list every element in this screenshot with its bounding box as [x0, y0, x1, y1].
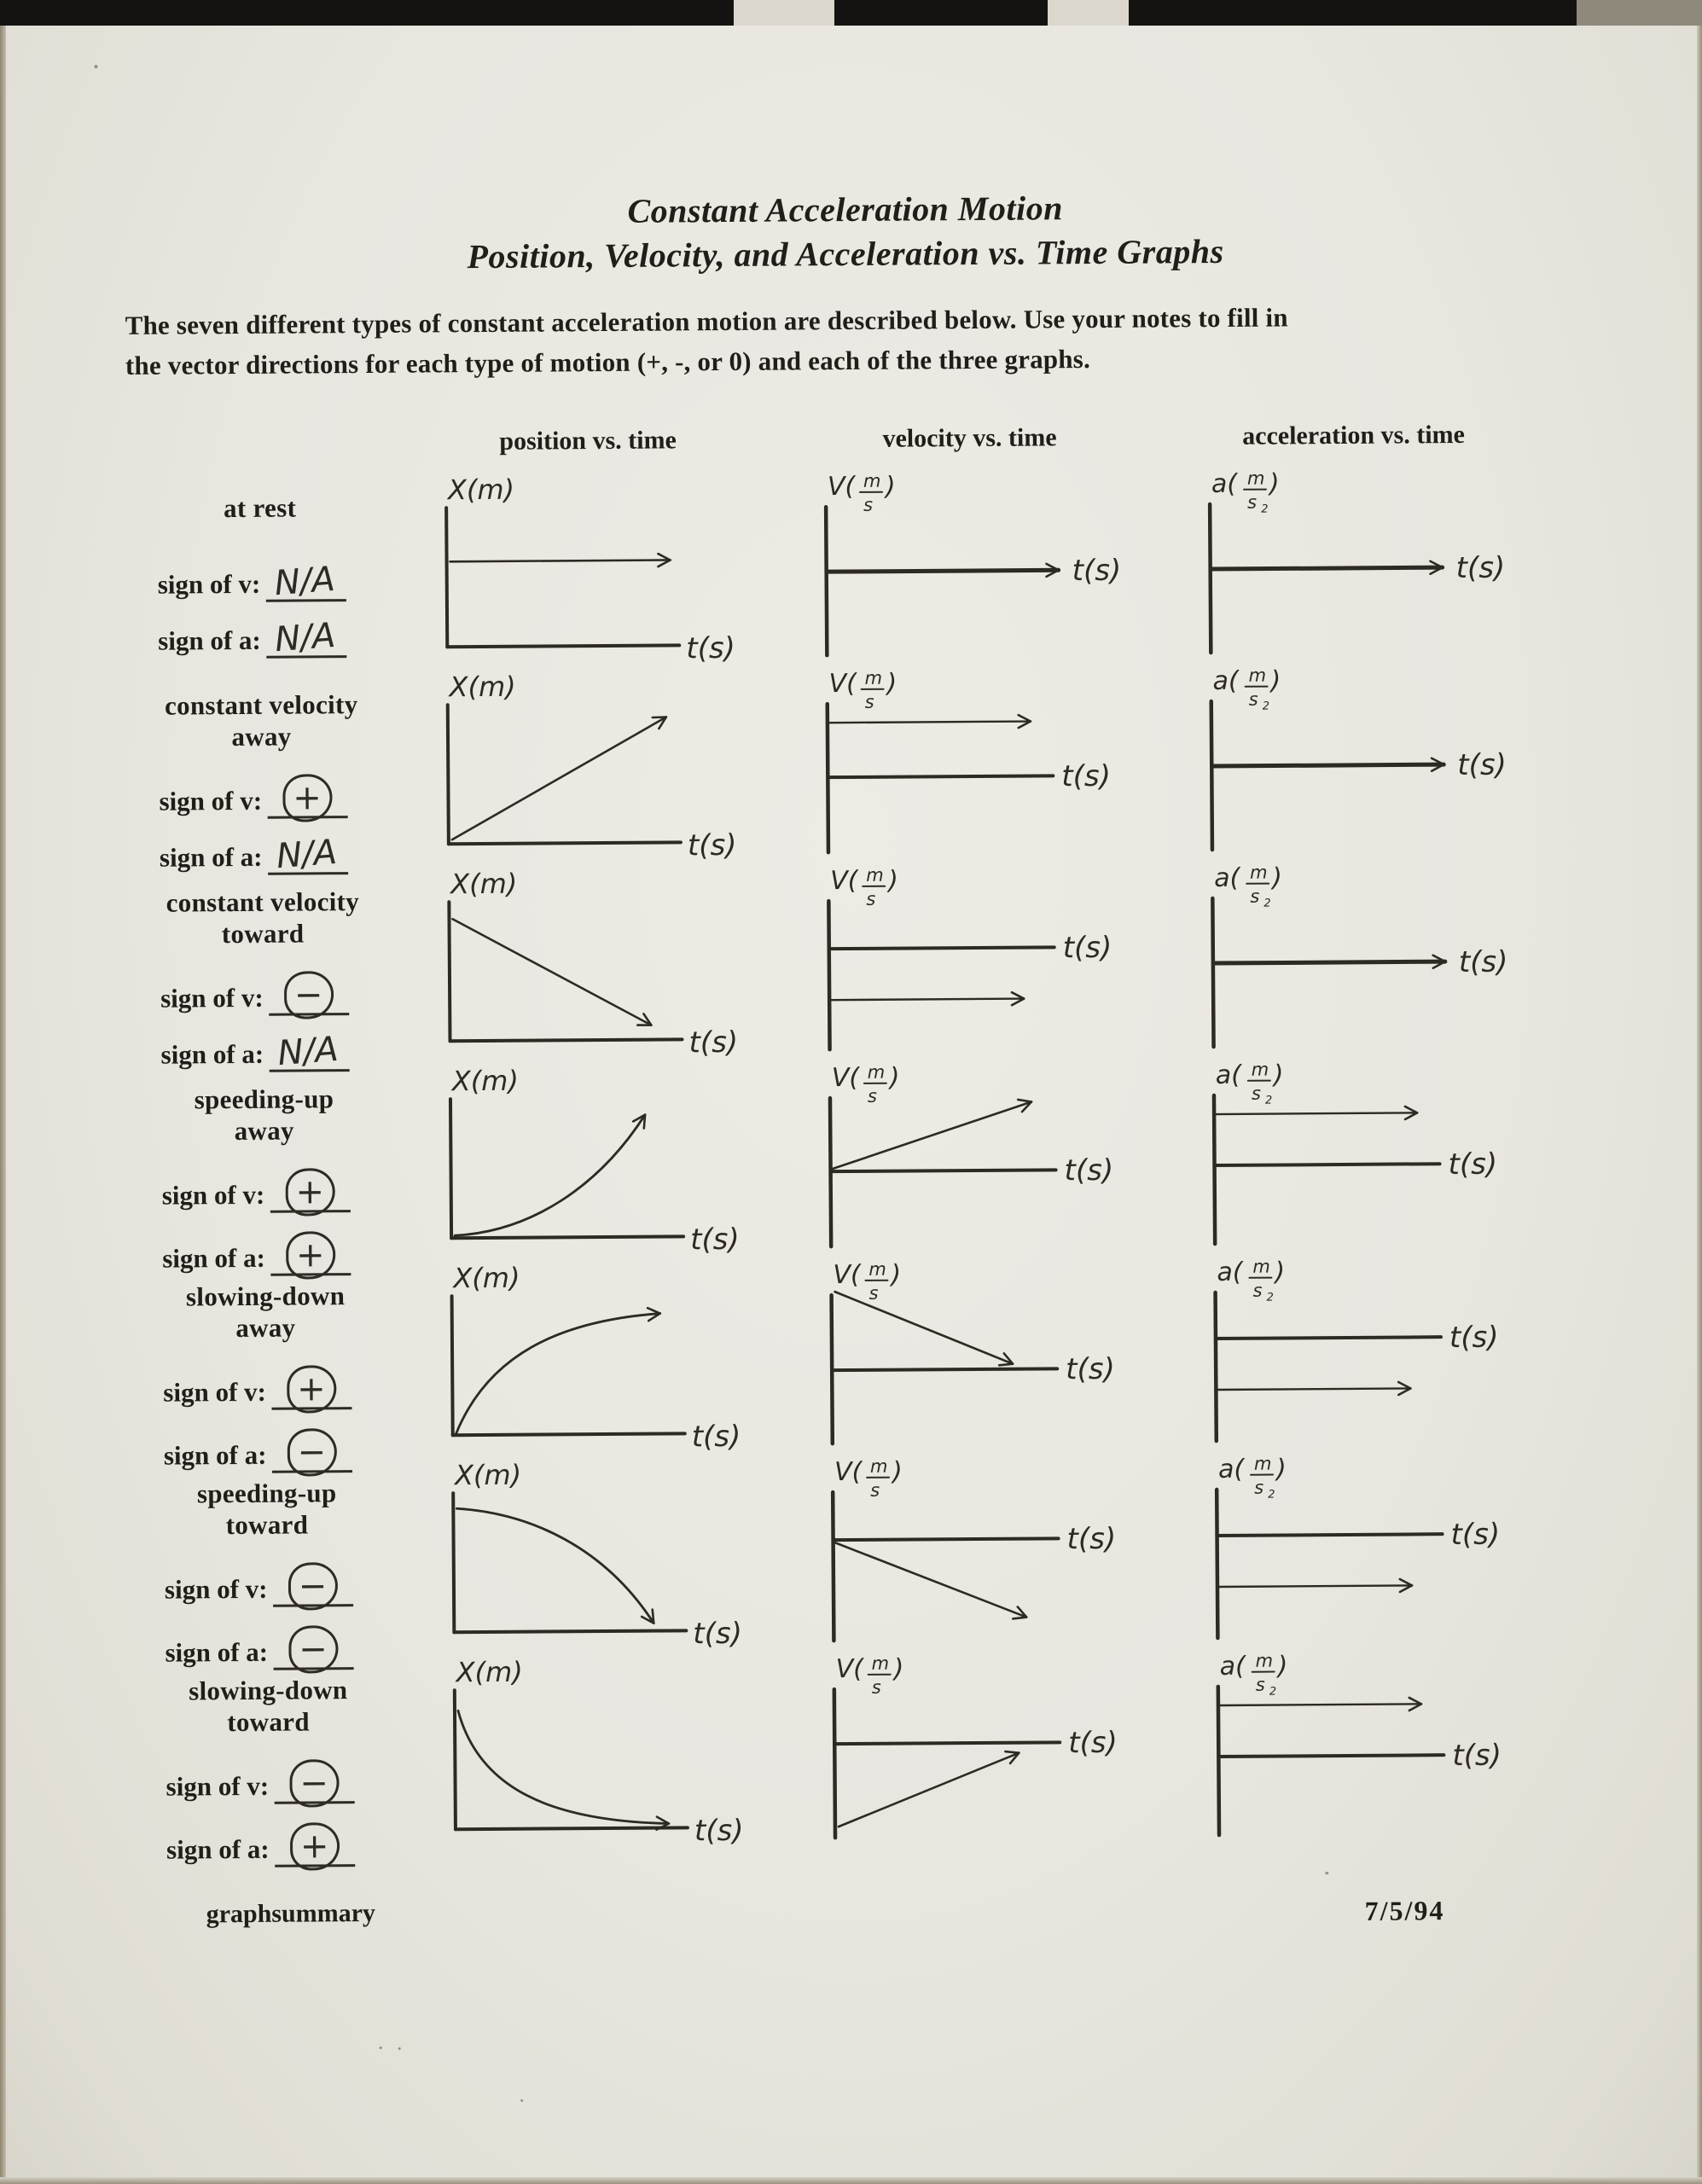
- svg-text:2: 2: [1261, 502, 1269, 516]
- svg-text:m: m: [866, 864, 884, 886]
- column-header-velocity: velocity vs. time: [882, 423, 1057, 453]
- velocity-graph-canvas: [809, 1255, 1194, 1455]
- position-graph-row1: [424, 469, 805, 669]
- svg-text:s: s: [870, 1479, 880, 1501]
- svg-text:t(s): t(s): [1448, 1147, 1498, 1182]
- motion-type-line: slowing-down: [189, 1675, 348, 1706]
- svg-text:a(: a(: [1219, 1651, 1246, 1682]
- accel-graph-canvas: [1195, 1647, 1581, 1846]
- svg-text:s: s: [1252, 1280, 1263, 1301]
- sign-of-v-answer-minus: −: [288, 1562, 337, 1610]
- sign-of-v-line: [160, 970, 427, 1016]
- svg-text:t(s): t(s): [1458, 944, 1508, 980]
- sign-of-a-label: sign of a:: [160, 1038, 264, 1070]
- svg-text:a(: a(: [1217, 1454, 1245, 1485]
- motion-row-label-speeding-up-toward: [102, 1457, 433, 1670]
- svg-text:): ): [1277, 1651, 1288, 1682]
- sign-of-v-answer-na: N/A: [273, 559, 337, 604]
- top-edge-gap: [1048, 0, 1129, 26]
- top-edge-gap: [734, 0, 834, 26]
- svg-text:): ): [886, 668, 897, 699]
- sign-of-v-answer-blank: [271, 1365, 351, 1410]
- paper-speck: [380, 2047, 382, 2049]
- column-header-acceleration: acceleration vs. time: [1242, 420, 1466, 450]
- svg-text:t(s): t(s): [1066, 1351, 1115, 1387]
- svg-text:s: s: [1255, 1674, 1265, 1695]
- motion-type-line: toward: [225, 1509, 309, 1541]
- svg-text:X(m): X(m): [447, 473, 515, 507]
- svg-text:): ): [1273, 1060, 1284, 1090]
- svg-text:s: s: [867, 1085, 877, 1107]
- svg-text:): ): [1270, 665, 1281, 696]
- position-graph-canvas: [427, 863, 812, 1063]
- svg-text:V(: V(: [834, 1456, 863, 1488]
- svg-text:t(s): t(s): [1062, 930, 1112, 966]
- motion-type-line: toward: [221, 918, 305, 950]
- svg-text:): ): [893, 1653, 904, 1684]
- velocity-graph-row5: [809, 1255, 1194, 1455]
- sign-of-v-line: [165, 1561, 432, 1607]
- motion-row-label-slowing-down-away: [101, 1260, 431, 1472]
- svg-text:m: m: [863, 470, 881, 491]
- svg-text:m: m: [1250, 862, 1268, 883]
- svg-text:a(: a(: [1217, 1257, 1243, 1288]
- accel-graph-row7: [1195, 1647, 1581, 1846]
- footer-filename: graphsummary: [206, 1898, 376, 1929]
- sign-of-v-line: [157, 559, 425, 604]
- intro-line1: The seven different types of constant acceleration motion are described below. Use your notes to fill in: [125, 302, 1288, 340]
- paper-speck: [398, 2048, 401, 2050]
- svg-text:2: 2: [1266, 1291, 1274, 1304]
- svg-text:): ): [1269, 468, 1280, 499]
- top-edge-segment: [834, 0, 1048, 26]
- sign-of-a-label: sign of a:: [166, 1833, 270, 1865]
- column-header-position: position vs. time: [499, 426, 677, 456]
- worksheet-paper: [6, 26, 1697, 2177]
- velocity-graph-row3: [806, 861, 1192, 1060]
- position-graph-canvas: [433, 1652, 818, 1851]
- accel-graph-canvas: [1192, 1055, 1577, 1255]
- svg-text:t(s): t(s): [1452, 1738, 1502, 1774]
- sign-of-v-line: [166, 1758, 433, 1804]
- svg-text:a(: a(: [1215, 1060, 1242, 1091]
- sign-of-a-answer-na: N/A: [273, 615, 337, 660]
- svg-text:X(m): X(m): [449, 670, 516, 704]
- photo-right-edge: [1697, 26, 1702, 2184]
- sign-of-v-line: [163, 1364, 430, 1410]
- svg-text:t(s): t(s): [1455, 550, 1506, 586]
- svg-text:m: m: [867, 1061, 886, 1083]
- svg-text:): ): [889, 1062, 900, 1093]
- sign-of-a-answer-blank: [269, 1029, 349, 1074]
- svg-text:t(s): t(s): [693, 1616, 743, 1652]
- svg-text:t(s): t(s): [694, 1813, 744, 1849]
- motion-type-line: slowing-down: [185, 1281, 346, 1312]
- sign-of-a-label: sign of a:: [163, 1439, 267, 1471]
- velocity-graph-canvas: [810, 1452, 1196, 1652]
- position-graph-canvas: [428, 1060, 814, 1260]
- sign-of-v-label: sign of v:: [157, 568, 261, 600]
- accel-graph-canvas: [1190, 858, 1576, 1058]
- svg-text:X(m): X(m): [456, 1655, 523, 1689]
- paper-speck: [94, 65, 97, 68]
- sign-of-v-label: sign of v:: [160, 982, 264, 1014]
- footer-date: 7/5/94: [1364, 1895, 1445, 1926]
- intro-line2: the vector directions for each type of motion (+, -, or 0) and each of the three graphs.: [125, 344, 1091, 380]
- top-edge-segment: [0, 0, 734, 26]
- sign-of-v-answer-blank: [274, 1759, 354, 1804]
- paper-speck: [520, 2100, 523, 2102]
- motion-type: [96, 491, 424, 525]
- svg-text:s: s: [1254, 1477, 1264, 1498]
- velocity-graph-canvas: [806, 861, 1192, 1060]
- velocity-graph-row6: [810, 1452, 1196, 1652]
- svg-text:): ): [1275, 1454, 1287, 1484]
- sign-of-v-label: sign of v:: [163, 1376, 267, 1408]
- position-graph-row2: [425, 666, 806, 866]
- motion-type-line: at rest: [223, 492, 297, 524]
- svg-text:s: s: [863, 494, 874, 515]
- sign-of-v-answer-blank: [267, 774, 347, 819]
- motion-type-line: toward: [227, 1706, 310, 1738]
- motion-type-line: speeding-up: [196, 1478, 337, 1509]
- accel-graph-row6: [1194, 1449, 1580, 1649]
- position-graph-row5: [429, 1258, 810, 1457]
- photo-left-edge: [0, 26, 6, 2184]
- sign-of-a-answer-blank: [266, 615, 346, 660]
- svg-text:a(: a(: [1214, 863, 1240, 894]
- svg-text:s: s: [1247, 491, 1258, 513]
- accel-graph-canvas: [1194, 1449, 1580, 1649]
- svg-text:X(m): X(m): [453, 1261, 520, 1295]
- svg-text:s: s: [871, 1676, 881, 1698]
- svg-text:t(s): t(s): [1072, 553, 1122, 589]
- motion-type: [100, 1082, 429, 1147]
- svg-text:t(s): t(s): [686, 630, 736, 666]
- svg-text:): ): [892, 1456, 903, 1487]
- svg-text:): ): [1275, 1257, 1286, 1287]
- velocity-graph-canvas: [805, 664, 1190, 863]
- svg-text:m: m: [1253, 1453, 1272, 1474]
- position-graph-row3: [427, 863, 808, 1063]
- motion-type-line: speeding-up: [194, 1083, 334, 1115]
- velocity-graph-row1: [804, 467, 1189, 666]
- accel-graph-canvas: [1188, 464, 1573, 664]
- motion-type: [98, 885, 427, 950]
- velocity-graph-canvas: [808, 1058, 1194, 1258]
- svg-text:2: 2: [1268, 1488, 1275, 1502]
- motion-type: [101, 1279, 430, 1345]
- page-title-line1: Constant Acceleration Motion: [627, 189, 1064, 230]
- svg-text:s: s: [1248, 688, 1258, 710]
- svg-text:a(: a(: [1211, 468, 1238, 500]
- svg-text:t(s): t(s): [688, 1025, 739, 1060]
- sign-of-a-label: sign of a:: [159, 841, 263, 873]
- svg-text:X(m): X(m): [454, 1458, 522, 1492]
- svg-text:X(m): X(m): [451, 1064, 520, 1098]
- svg-text:2: 2: [1264, 1094, 1273, 1107]
- accel-graph-canvas: [1188, 661, 1574, 861]
- svg-text:2: 2: [1263, 897, 1271, 910]
- sign-of-a-label: sign of a:: [162, 1242, 265, 1274]
- svg-text:t(s): t(s): [1064, 1153, 1114, 1188]
- sign-of-v-answer-plus: +: [287, 1365, 336, 1413]
- sign-of-a-line: [166, 1821, 433, 1867]
- sign-of-a-label: sign of a:: [165, 1636, 269, 1668]
- position-graph-canvas: [424, 469, 810, 669]
- svg-text:V(: V(: [833, 1259, 861, 1291]
- svg-text:t(s): t(s): [689, 1222, 740, 1258]
- sign-of-v-answer-blank: [268, 971, 348, 1016]
- position-graph-canvas: [425, 666, 810, 866]
- sign-of-a-line: [158, 615, 425, 660]
- accel-graph-canvas: [1193, 1252, 1578, 1452]
- motion-type-line: away: [234, 1115, 294, 1147]
- svg-text:m: m: [871, 1653, 890, 1674]
- position-graph-row6: [431, 1455, 812, 1654]
- velocity-graph-row7: [812, 1649, 1198, 1849]
- sign-of-v-answer-minus: −: [289, 1759, 339, 1807]
- position-graph-canvas: [429, 1258, 815, 1457]
- accel-graph-row4: [1192, 1055, 1577, 1255]
- motion-type: [104, 1673, 433, 1739]
- sign-of-v-line: [159, 773, 426, 819]
- sign-of-a-answer-na: N/A: [276, 1029, 340, 1074]
- svg-text:2: 2: [1269, 1685, 1277, 1699]
- sign-of-a-answer-plus: +: [286, 1231, 335, 1279]
- motion-row-label-speeding-up-away: [100, 1063, 430, 1275]
- sign-of-v-answer-blank: [272, 1562, 352, 1607]
- svg-text:t(s): t(s): [687, 828, 737, 863]
- svg-text:X(m): X(m): [450, 867, 518, 901]
- svg-text:t(s): t(s): [691, 1419, 741, 1455]
- motion-type-line: away: [231, 721, 292, 752]
- sign-of-v-answer-plus: +: [285, 1168, 334, 1216]
- sign-of-a-label: sign of a:: [158, 624, 261, 656]
- sign-of-a-answer-plus: +: [289, 1822, 339, 1870]
- position-graph-row4: [428, 1060, 810, 1260]
- position-graph-row7: [433, 1652, 814, 1851]
- svg-text:V(: V(: [831, 1062, 860, 1094]
- svg-text:V(: V(: [835, 1653, 864, 1685]
- paper-speck: [1325, 1872, 1328, 1874]
- motion-type: [102, 1476, 432, 1542]
- velocity-graph-canvas: [804, 467, 1189, 666]
- sign-of-v-answer-minus: −: [283, 971, 333, 1019]
- svg-text:t(s): t(s): [1449, 1320, 1499, 1356]
- svg-text:m: m: [1246, 468, 1265, 489]
- svg-text:s: s: [1250, 886, 1260, 907]
- svg-text:s: s: [864, 691, 874, 712]
- page-title-line2: Position, Velocity, and Acceleration vs. Time Graphs: [467, 231, 1224, 276]
- motion-type-line: away: [235, 1312, 296, 1344]
- svg-text:s: s: [1251, 1083, 1261, 1104]
- svg-text:): ): [888, 865, 899, 896]
- svg-text:s: s: [868, 1282, 879, 1304]
- motion-row-label-constant-velocity-away: [96, 669, 427, 877]
- sign-of-a-answer-na: N/A: [275, 832, 339, 877]
- svg-text:m: m: [1252, 1256, 1270, 1277]
- svg-text:t(s): t(s): [1068, 1725, 1118, 1761]
- motion-type-line: constant velocity: [164, 689, 358, 721]
- svg-text:t(s): t(s): [1061, 758, 1112, 794]
- svg-text:V(: V(: [828, 668, 857, 700]
- velocity-graph-canvas: [812, 1649, 1198, 1849]
- svg-text:): ): [885, 471, 896, 502]
- worksheet-content: [0, 20, 1702, 2183]
- sign-of-v-answer-plus: +: [282, 774, 332, 822]
- svg-text:m: m: [1248, 665, 1267, 686]
- svg-text:t(s): t(s): [1450, 1517, 1501, 1553]
- svg-text:m: m: [868, 1258, 886, 1280]
- motion-type-line: constant velocity: [166, 886, 360, 918]
- sign-of-v-label: sign of v:: [166, 1770, 270, 1802]
- velocity-graph-row4: [808, 1058, 1194, 1258]
- motion-row-label-at-rest: [96, 472, 426, 671]
- svg-text:m: m: [864, 667, 883, 688]
- accel-graph-row5: [1193, 1252, 1578, 1452]
- motion-graphs-table: [95, 420, 1581, 1867]
- sign-of-a-answer-minus: −: [287, 1428, 336, 1476]
- svg-text:m: m: [1255, 1650, 1274, 1671]
- svg-text:m: m: [869, 1455, 888, 1477]
- svg-text:t(s): t(s): [1457, 747, 1507, 783]
- svg-text:V(: V(: [830, 865, 858, 897]
- svg-text:2: 2: [1262, 700, 1270, 713]
- motion-row-label-slowing-down-toward: [104, 1654, 434, 1867]
- velocity-graph-row2: [805, 664, 1190, 863]
- intro-paragraph: [125, 295, 1576, 386]
- sign-of-v-label: sign of v:: [164, 1573, 268, 1605]
- accel-graph-row1: [1188, 464, 1573, 664]
- sign-of-v-answer-blank: [265, 559, 346, 604]
- motion-row-label-constant-velocity-toward: [98, 866, 428, 1074]
- sign-of-v-label: sign of v:: [161, 1179, 265, 1211]
- sign-of-v-line: [162, 1167, 429, 1213]
- sign-of-v-label: sign of v:: [159, 785, 263, 816]
- motion-type: [97, 688, 427, 753]
- svg-text:a(: a(: [1212, 665, 1239, 697]
- position-graph-canvas: [431, 1455, 816, 1654]
- sign-of-a-answer-blank: [274, 1822, 354, 1867]
- svg-text:V(: V(: [827, 471, 856, 502]
- svg-text:): ): [891, 1259, 902, 1290]
- svg-text:s: s: [866, 888, 876, 909]
- accel-graph-row2: [1188, 661, 1574, 861]
- photo-bottom-edge: [0, 2177, 1702, 2184]
- sign-of-a-answer-minus: −: [288, 1625, 338, 1673]
- svg-text:t(s): t(s): [1066, 1521, 1117, 1557]
- sign-of-a-answer-blank: [267, 832, 347, 877]
- accel-graph-row3: [1190, 858, 1576, 1058]
- svg-text:): ): [1272, 863, 1283, 893]
- table-corner: [95, 427, 423, 474]
- svg-text:m: m: [1251, 1059, 1269, 1080]
- sign-of-v-answer-blank: [270, 1168, 350, 1213]
